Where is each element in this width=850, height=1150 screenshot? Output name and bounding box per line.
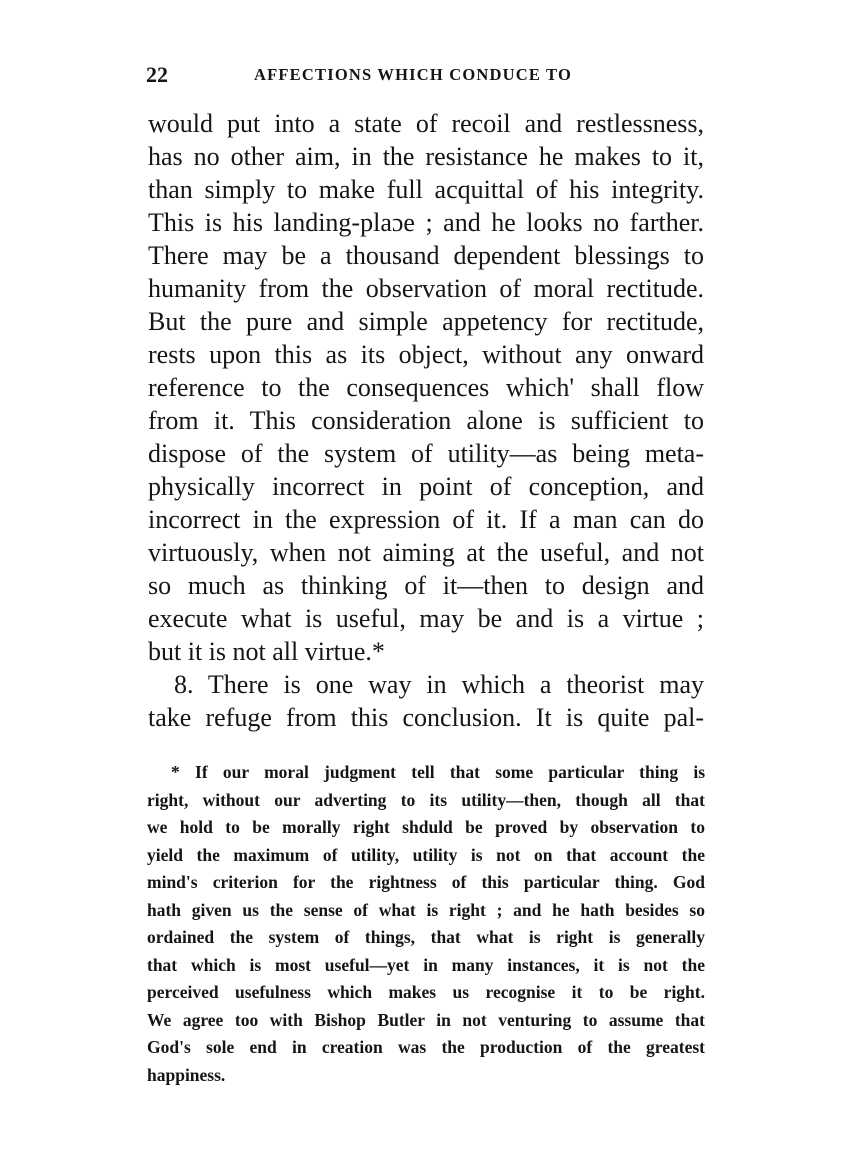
body-line: But the pure and simple appetency for rectitude, xyxy=(148,307,704,336)
body-text xyxy=(148,107,704,734)
footnote-line: right, without our adverting to its utility—then, though all that xyxy=(147,789,705,810)
body-line: so much as thinking of it—then to design and xyxy=(148,571,704,600)
page-number: 22 xyxy=(146,62,168,87)
body-line: There may be a thousand dependent blessings to xyxy=(148,241,704,270)
footnote-line: ordained the system of things, that what is right is generally xyxy=(147,927,705,947)
running-header xyxy=(146,62,706,88)
body-line: humanity from the observation of moral rectitude. xyxy=(148,274,704,303)
body-line: but it is not all virtue.* xyxy=(148,637,385,666)
running-title: AFFECTIONS WHICH CONDUCE TO xyxy=(254,65,572,84)
footnote-line: yield the maximum of utility, utility is not on that account the xyxy=(147,844,705,865)
body-line: virtuously, when not aiming at the useful, and not xyxy=(148,538,704,567)
body-line: take refuge from this conclusion. It is quite pal- xyxy=(148,703,704,732)
body-line: from it. This consideration alone is sufficient to xyxy=(148,406,704,435)
body-line: would put into a state of recoil and restlessness, xyxy=(148,109,704,138)
body-line: has no other aim, in the resistance he makes to it, xyxy=(148,142,704,171)
footnote-line: God's sole end in creation was the production of the greatest xyxy=(147,1037,705,1057)
body-line: rests upon this as its object, without any onward xyxy=(148,340,704,369)
footnote-line: We agree too with Bishop Butler in not venturing to assume that xyxy=(147,1009,705,1030)
body-line: than simply to make full acquittal of his integrity. xyxy=(148,175,704,204)
footnote-line: that which is most useful—yet in many instances, it is not the xyxy=(147,954,705,975)
footnote xyxy=(147,759,705,1089)
body-line: incorrect in the expression of it. If a man can do xyxy=(148,505,704,534)
footnote-line: * If our moral judgment tell that some particular thing is xyxy=(171,762,705,782)
body-line: execute what is useful, may be and is a virtue ; xyxy=(148,604,704,633)
footnote-line: we hold to be morally right shduld be proved by observation to xyxy=(147,817,705,837)
body-line: dispose of the system of utility—as being meta- xyxy=(148,439,704,468)
footnote-line: perceived usefulness which makes us recognise it to be right. xyxy=(147,982,705,1002)
footnote-line: mind's criterion for the rightness of this particular thing. God xyxy=(147,872,705,892)
footnote-line: hath given us the sense of what is right ; and he hath besides so xyxy=(147,899,705,920)
body-line: reference to the consequences which' shall flow xyxy=(148,373,704,402)
body-line-paragraph-start: 8. There is one way in which a theorist may xyxy=(174,670,704,699)
body-line: This is his landing-plaɔe ; and he looks no farther. xyxy=(148,208,704,237)
footnote-line: happiness. xyxy=(147,1064,226,1085)
body-line: physically incorrect in point of conception, and xyxy=(148,472,704,501)
